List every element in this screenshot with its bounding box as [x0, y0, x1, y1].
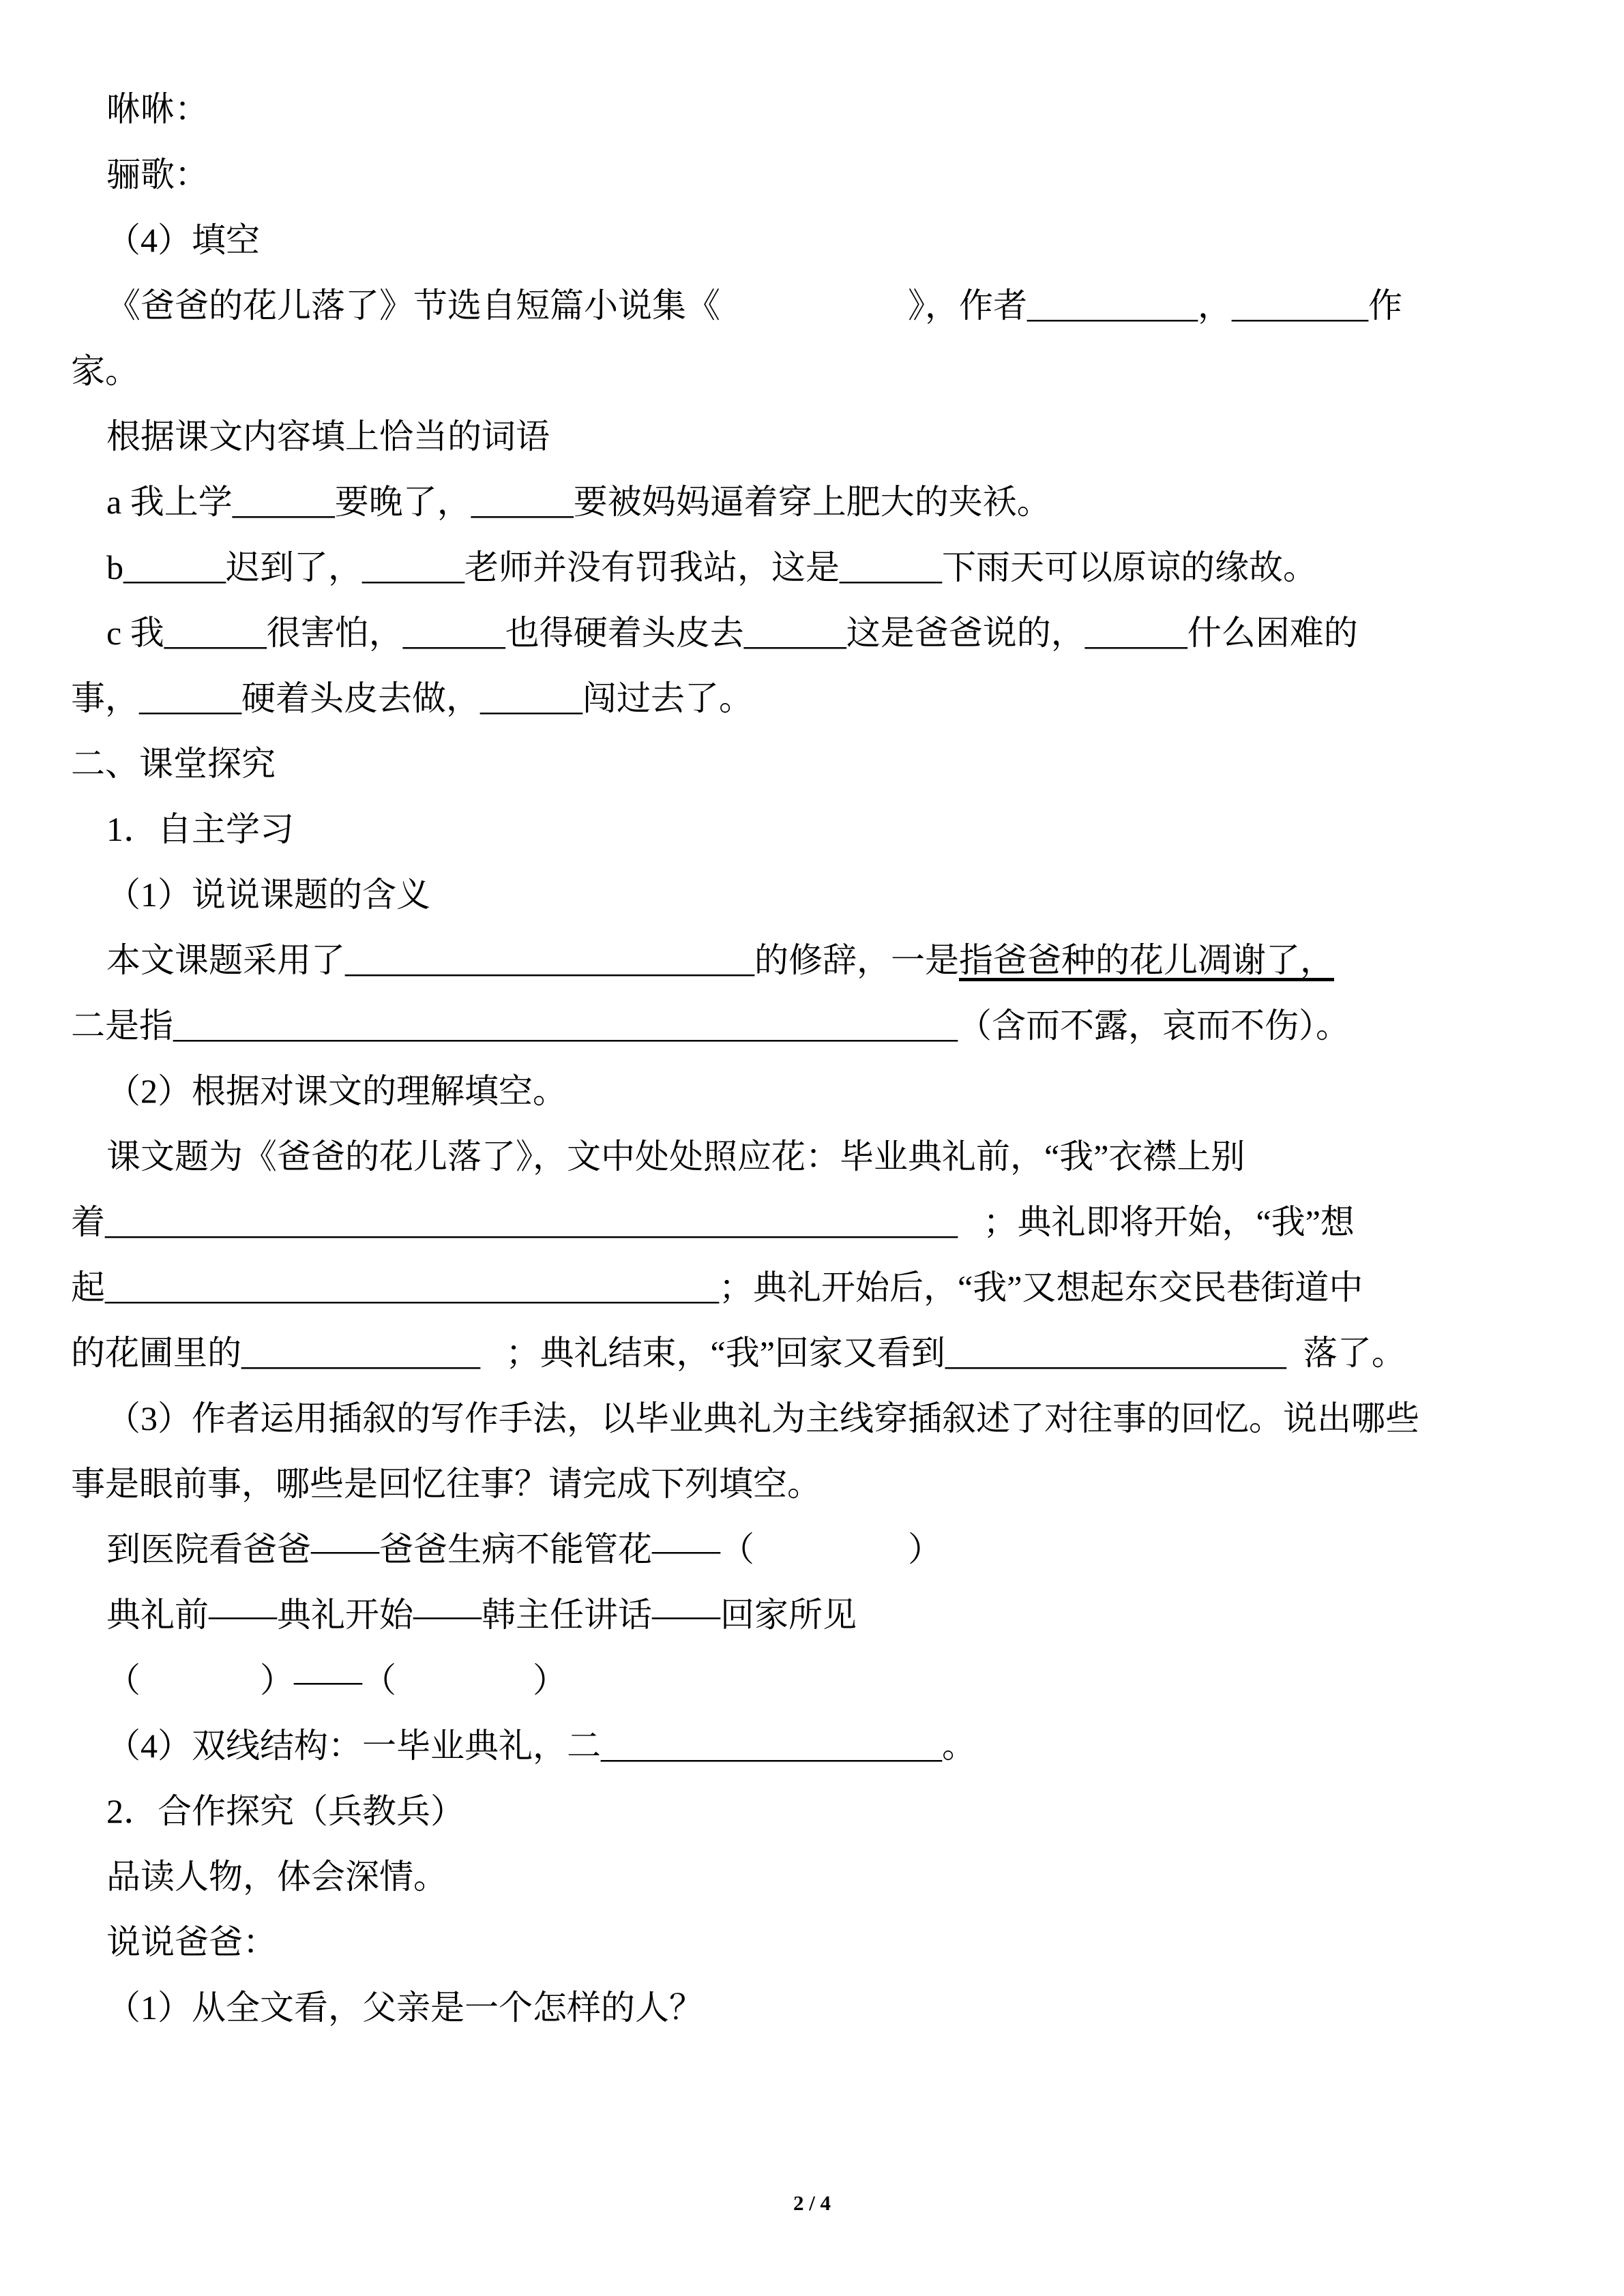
instruction-line: [71, 404, 1510, 469]
text-segment: 着__________________________________________________ ；典礼即将开始，“我”想: [71, 1203, 1355, 1241]
text-segment: 起____________________________________；典礼开始后，“我”又想起东交民巷街道中: [71, 1268, 1363, 1307]
text-segment: b______迟到了，______老师并没有罚我站，这是______下雨天可以原谅的缘故。: [106, 548, 1317, 586]
fill-in-line: [71, 338, 1510, 404]
text-segment: 2．合作探究（兵教兵）: [106, 1792, 464, 1830]
instruction-line: [71, 1844, 1510, 1909]
question-heading: [71, 1058, 1510, 1124]
question-heading: [71, 1975, 1510, 2040]
fill-in-line: [71, 469, 1510, 535]
term-line: [71, 142, 1510, 207]
section-heading: [71, 731, 1510, 796]
text-segment: 说说爸爸：: [106, 1923, 277, 1961]
text-segment: （3）作者运用插叙的写作手法，以毕业典礼为主线穿插叙述了对往事的回忆。说出哪些: [106, 1399, 1419, 1437]
text-segment: c 我______很害怕，______也得硬着头皮去______这是爸爸说的，______什么困难的: [106, 614, 1358, 652]
subsection-heading: [71, 1778, 1510, 1844]
question-heading: [71, 1386, 1510, 1451]
text-segment: 事是眼前事，哪些是回忆往事？请完成下列填空。: [71, 1465, 821, 1503]
text-segment: 二、课堂探究: [71, 745, 276, 783]
text-segment: 根据课文内容填上恰当的词语: [106, 417, 550, 456]
fill-in-line: [71, 1320, 1510, 1386]
text-segment: 的花圃里的______________ ；典礼结束，“我”回家又看到____________________ 落了。: [71, 1334, 1406, 1372]
fill-in-line: [71, 1124, 1510, 1189]
text-segment: 骊歌：: [106, 155, 209, 194]
underlined-answer: 指爸爸种的花儿凋谢了，: [959, 941, 1334, 979]
text-segment: 典礼前——典礼开始——韩主任讲话——回家所见: [106, 1596, 857, 1634]
text-segment: 事，______硬着头皮去做，______闯过去了。: [71, 679, 753, 717]
question-text: [71, 1451, 1510, 1517]
subsection-heading: [71, 796, 1510, 862]
text-segment: 家。: [71, 352, 139, 390]
fill-in-line: [71, 1713, 1510, 1778]
text-segment: 1．自主学习: [106, 810, 294, 848]
text-segment: 品读人物，体会深情。: [106, 1858, 447, 1896]
text-segment: 本文课题采用了________________________的修辞，一是: [106, 941, 959, 979]
text-segment: a 我上学______要晚了，______要被妈妈逼着穿上肥大的夹袄。: [106, 483, 1051, 521]
fill-in-line: [71, 600, 1510, 666]
fill-in-line: [71, 1517, 1510, 1582]
text-segment: （4）双线结构：一毕业典礼，二____________________。: [106, 1727, 976, 1765]
fill-in-line: [71, 535, 1510, 600]
text-segment: 到医院看爸爸——爸爸生病不能管花——（ ）: [106, 1530, 942, 1568]
question-heading: [71, 862, 1510, 927]
document-body: [71, 76, 1510, 2040]
fill-in-line: [71, 927, 1510, 993]
fill-in-line: [71, 993, 1510, 1058]
question-heading: [71, 207, 1510, 273]
page-footer: [0, 2191, 1624, 2216]
page-number: 2 / 4: [793, 2191, 831, 2215]
text-segment: 课文题为《爸爸的花儿落了》，文中处处照应花：毕业典礼前，“我”衣襟上别: [106, 1137, 1245, 1176]
text-segment: （1）从全文看，父亲是一个怎样的人？: [106, 1988, 703, 2027]
fill-in-line: [71, 1255, 1510, 1320]
term-line: [71, 76, 1510, 142]
text-segment: （ ）——（ ）: [106, 1661, 567, 1699]
text-segment: 二是指______________________________________________（含而不露，哀而不伤）。: [71, 1007, 1350, 1045]
fill-in-line: [71, 1648, 1510, 1713]
instruction-line: [71, 1909, 1510, 1975]
fill-in-line: [71, 1582, 1510, 1648]
fill-in-line: [71, 1189, 1510, 1255]
fill-in-line: [71, 666, 1510, 731]
text-segment: （4）填空: [106, 221, 260, 259]
text-segment: 《爸爸的花儿落了》节选自短篇小说集《 》，作者__________，________作: [106, 286, 1402, 325]
text-segment: （2）根据对课文的理解填空。: [106, 1072, 567, 1110]
text-segment: （1）说说课题的含义: [106, 876, 430, 914]
text-segment: 咻咻：: [106, 90, 209, 128]
fill-in-line: [71, 273, 1510, 338]
